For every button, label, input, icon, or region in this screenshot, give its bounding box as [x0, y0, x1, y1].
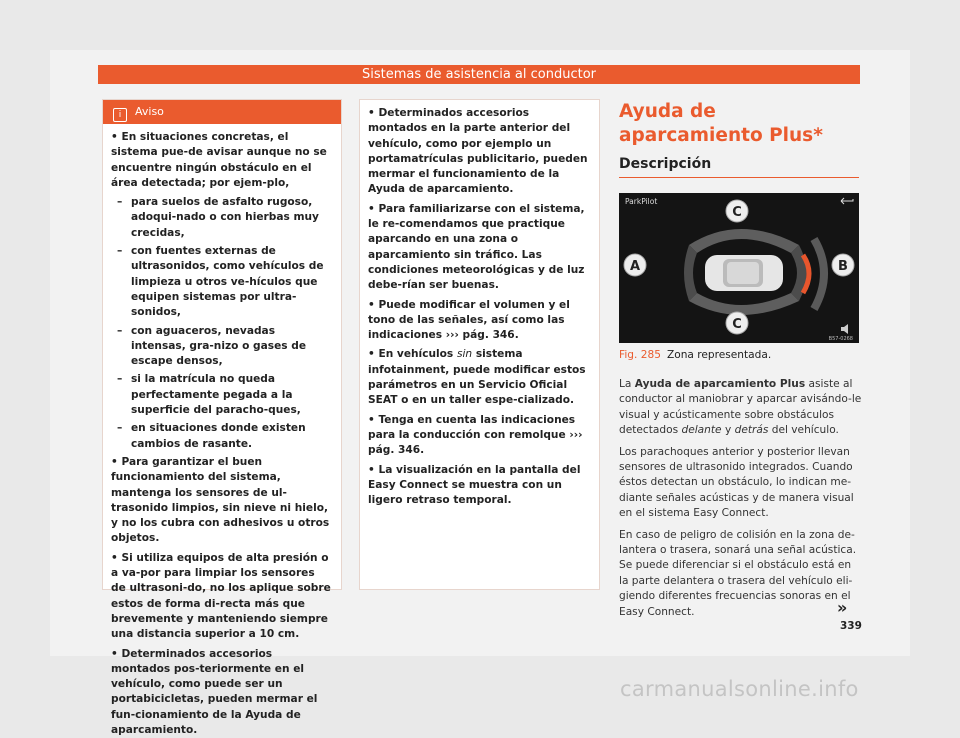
warning-intro: • En situaciones concretas, el sistema pue-de avisar aunque no se encuentre ningún obstáculo en el área detectada; por ejem-plo,: [111, 130, 333, 191]
watermark: carmanualsonline.info: [620, 677, 859, 701]
zone-label-c-bottom: [726, 312, 748, 334]
svg-text:C: C: [732, 205, 742, 220]
page-link[interactable]: ››› pág. 346: [446, 329, 515, 341]
warning-body: [103, 124, 341, 738]
warning-subitem: – si la matrícula no queda perfectamente pegada a la superficie del paracho-ques,: [111, 372, 333, 418]
warning-subitem: – para suelos de asfalto rugoso, adoqui-nado o con hierbas muy crecidas,: [111, 195, 333, 241]
section-title: Ayuda de aparcamiento Plus*: [619, 100, 859, 148]
page-header: [98, 65, 860, 84]
note-bullet: • Determinados accesorios montados en la parte anterior del vehículo, como por ejemplo un portamatrículas publicitario, pueden mermar el funcionamiento de la Ayuda de aparcamiento.: [368, 106, 591, 198]
parkpilot-screen: [619, 193, 859, 343]
warning-bullet: • Determinados accesorios montados pos-teriormente en el vehículo, como puede ser un portabicicletas, pueden mermar el fun-cionamiento de la Ayuda de aparcamiento.: [111, 647, 333, 738]
page-link[interactable]: ››› pág. 346: [368, 429, 582, 456]
note-bullet: • La visualización en la pantalla del Easy Connect se muestra con un ligero retraso temporal.: [368, 463, 591, 509]
header-title: Sistemas de asistencia al conductor: [362, 67, 596, 82]
continue-marker: »: [837, 598, 847, 617]
zone-label-b: [832, 254, 854, 276]
warning-header: [103, 100, 341, 124]
screen-title: ParkPilot: [625, 197, 657, 206]
description-body: [619, 377, 863, 626]
svg-text:B: B: [838, 259, 848, 274]
notes-column: [359, 99, 600, 590]
parkpilot-figure: [619, 193, 859, 343]
figure-caption-text: Zona representada.: [667, 349, 771, 361]
figure-number: Fig. 285: [619, 349, 661, 361]
warning-bullet: • Para garantizar el buen funcionamiento del sistema, mantenga los sensores de ul-trasonido limpios, sin nieve ni hielo, y no los cubra con adhesivos u otros objetos.: [111, 455, 333, 547]
paragraph: En caso de peligro de colisión en la zona de-lantera o trasera, sonará una señal acústica. Se puede diferenciar si el obstáculo está en la parte delantera o trasera del vehículo eli-giendo diferentes frecuencias sonoras en el Easy Connect.: [619, 528, 863, 620]
warning-subitem: – en situaciones donde existen cambios de rasante.: [111, 421, 333, 452]
note-bullet: • Para familiarizarse con el sistema, le re-comendamos que practique aparcando en una zona o aparcamiento sin tráfico. Las condiciones meteorológicas y de luz debe-rían ser buenas.: [368, 202, 591, 294]
car-icon: [705, 255, 783, 291]
zone-label-c-top: [726, 200, 748, 222]
section-subtitle: Descripción: [619, 156, 859, 178]
warning-title: Aviso: [135, 105, 164, 118]
paragraph: Los parachoques anterior y posterior llevan sensores de ultrasonido integrados. Cuando éstos detectan un obstáculo, lo indican me-diante señales acústicas y de manera visual en el sistema Easy Connect.: [619, 445, 863, 522]
page-number: 339: [840, 620, 862, 632]
paragraph: La Ayuda de aparcamiento Plus asiste al conductor al maniobrar y aparcar avisándo-le visual y acústicamente sobre obstáculos detectados delante y detrás del vehículo.: [619, 377, 863, 439]
note-bullet: • Tenga en cuenta las indicaciones para la conducción con remolque ››› pág. 346.: [368, 413, 591, 459]
note-bullet: • Puede modificar el volumen y el tono de las señales, así como las indicaciones ››› pág. 346.: [368, 298, 591, 344]
warning-subitem: – con fuentes externas de ultrasonidos, como vehículos de limpieza u otros ve-hículos que equipen sistemas por ultra-sonidos,: [111, 244, 333, 320]
info-icon: i: [113, 108, 127, 122]
note-bullet: • En vehículos sin sistema infotainment, puede modificar estos parámetros en un Servicio Oficial SEAT o en un taller espe-cializado.: [368, 347, 591, 408]
warning-bullet: • Si utiliza equipos de alta presión o a va-por para limpiar los sensores de ultrasoni-do, no los aplique sobre estos de forma di-recta más que brevemente y manteniendo siempre una distancia superior a 10 cm.: [111, 551, 333, 643]
zone-label-a: [624, 254, 646, 276]
warning-box: [102, 99, 342, 590]
figure-caption: [619, 348, 859, 362]
warning-subitem: – con aguaceros, nevadas intensas, gra-nizo o gases de escape densos,: [111, 324, 333, 370]
figure-code: B57-0268: [829, 336, 853, 342]
svg-text:C: C: [732, 317, 742, 332]
svg-text:A: A: [630, 259, 640, 274]
section-heading: [619, 100, 859, 178]
